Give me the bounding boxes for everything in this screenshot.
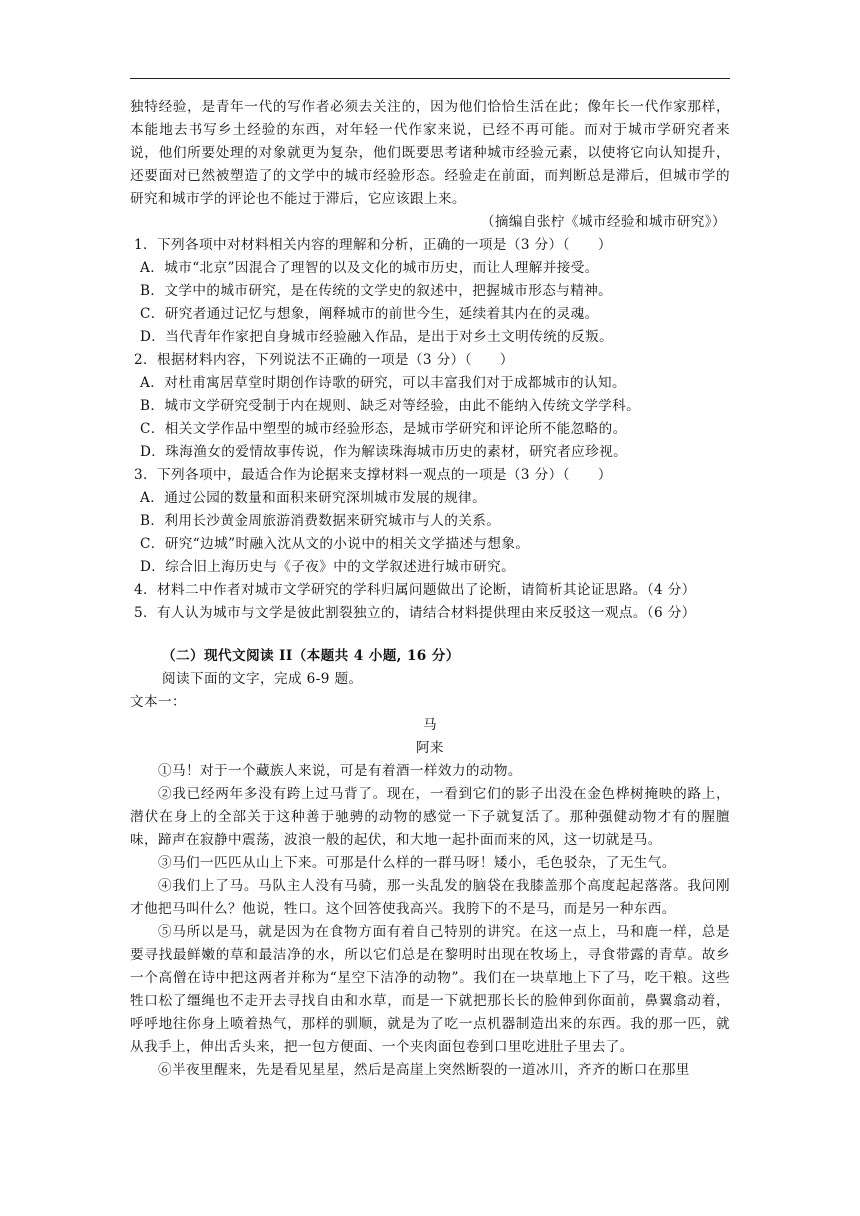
question-stem: 1．下列各项中对材料相关内容的理解和分析，正确的一项是（3 分）（ ） [134,237,612,253]
article-author: 阿来 [416,740,444,756]
section-heading: （二）现代文阅读 II（本题共 4 小题, 16 分） [162,648,460,664]
document-page [130,96,730,1082]
question-5: 5．有人认为城市与文学是彼此割裂独立的，请结合材料提供理由来反驳这一观点。（6 分） [134,605,696,621]
option-a: A．城市“北京”因混合了理智的以及文化的城市历史，而让人理解并接受。 [140,260,599,276]
option-a: A．通过公园的数量和面积来研究深圳城市发展的规律。 [140,490,487,506]
option-b: B．城市文学研究受制于内在规则、缺乏对等经验，由此不能纳入传统文学学科。 [140,398,641,414]
passage-tail: 独特经验，是青年一代的写作者必须去关注的，因为他们恰恰生活在此；像年长一代作家那样，本能地去书写乡土经验的东西，对年轻一代作家来说，已经不再可能。而对于城市学研究者来说，他们所要处理的对象就更为复杂，他们既要思考诸种城市经验元素，以使将它向认知提升，还要面对已然被塑造了的文学中的城市经验形态。经验走在前面，而判断总是滞后，但城市学的研究和城市学的评论也不能过于滞后，它应该跟上来。 [130,99,730,207]
section-instruction: 阅读下面的文字，完成 6-9 题。 [162,671,363,687]
article-paragraph: ②我已经两年多没有跨上过马背了。现在，一看到它们的影子出没在金色桦树掩映的路上，潜伏在身上的全部关于这种善于驰骋的动物的感觉一下子就复活了。那种强健动物才有的腥膻味，蹄声在寂静中震荡，波浪一般的起伏，和大地一起扑面而来的风，这一切就是马。 [130,786,730,848]
option-a: A．对杜甫寓居草堂时期创作诗歌的研究，可以丰富我们对于成都城市的认知。 [140,375,627,391]
question-3 [130,464,730,579]
option-b: B．利用长沙黄金周旅游消费数据来研究城市与人的关系。 [140,513,501,529]
option-c: C．研究者通过记忆与想象，阐释城市的前世今生，延续着其内在的灵魂。 [140,306,599,322]
article-title: 马 [423,717,437,733]
question-stem: 2．根据材料内容，下列说法不正确的一项是（3 分）（ ） [134,352,514,368]
question-2 [130,349,730,464]
article-paragraph: ⑥半夜里醒来，先是看见星星，然后是高崖上突然断裂的一道冰川，齐齐的断口在那里 [158,1062,690,1078]
option-d: D．珠海渔女的爱情故事传说，作为解读珠海城市历史的素材，研究者应珍视。 [140,444,628,460]
option-b: B．文学中的城市研究，是在传统的文学史的叙述中，把握城市形态与精神。 [140,283,613,299]
question-1 [130,234,730,349]
article-paragraph: ③马们一匹匹从山上下来。可那是什么样的一群马呀！矮小，毛色驳杂，了无生气。 [158,855,676,871]
text-label: 文本一： [130,694,186,710]
question-stem: 3．下列各项中，最适合作为论据来支撑材料一观点的一项是（3 分）（ ） [134,467,612,483]
article-paragraph: ④我们上了马。马队主人没有马骑，那一头乱发的脑袋在我膝盖那个高度起起落落。我问刚才他把马叫什么？他说，牲口。这个回答使我高兴。我胯下的不是马，而是另一种东西。 [130,878,730,917]
option-d: D．综合旧上海历史与《子夜》中的文学叙述进行城市研究。 [140,559,516,575]
option-c: C．相关文学作品中塑型的城市经验形态，是城市学研究和评论所不能忽略的。 [140,421,627,437]
passage-source: （摘编自张柠《城市经验和城市研究》） [480,214,726,230]
article-paragraph: ①马！对于一个藏族人来说，可是有着酒一样效力的动物。 [158,763,522,779]
article-paragraph: ⑤马所以是马，就是因为在食物方面有着自己特别的讲究。在这一点上，马和鹿一样，总是要寻找最鲜嫩的草和最洁净的水，所以它们总是在黎明时出现在牧场上，寻食带露的青草。故乡一个高僧在诗中把这两者并称为“星空下洁净的动物”。我们在一块草地上下了马，吃干粮。这些牲口松了缰绳也不走开去寻找自由和水草，而是一下就把那长长的脸伸到你面前，鼻翼翕动着，呼呼地往你身上喷着热气，那样的驯顺，就是为了吃一点机器制造出来的东西。我的那一匹，就从我手上，伸出舌头来，把一包方便面、一个夹肉面包卷到口里吃进肚子里去了。 [130,924,730,1055]
header-rule [130,78,730,79]
option-c: C．研究“边城”时融入沈从文的小说中的相关文学描述与想象。 [140,536,530,552]
question-4: 4．材料二中作者对城市文学研究的学科归属问题做出了论断，请简析其论证思路。（4 分） [134,582,696,598]
option-d: D．当代青年作家把自身城市经验融入作品，是出于对乡土文明传统的反叛。 [140,329,614,345]
